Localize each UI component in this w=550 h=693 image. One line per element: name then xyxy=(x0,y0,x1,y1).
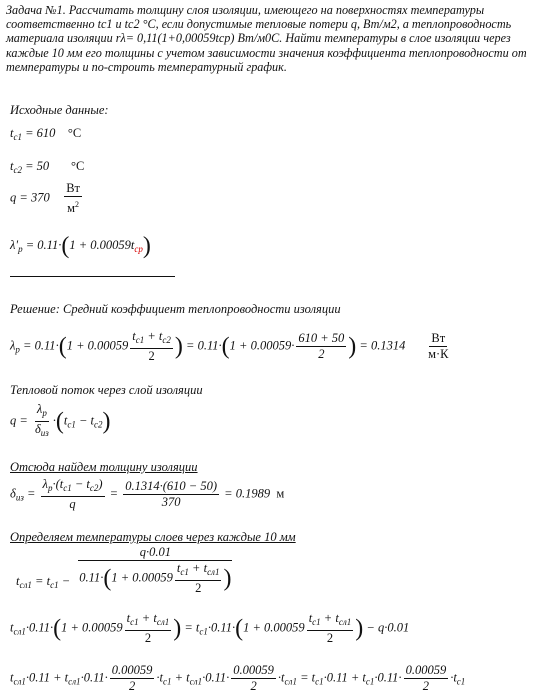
problem-statement: Задача №1. Рассчитать толщину слоя изоляции, имеющего на поверхностях температуры соответственно tc1 и tc2 °С, если допустимые тепловые потери q, Вт/м2, а теплопроводность материала изоляции rλ= 0,11(1+0,00059tcp) Вт/м0С. Найти температуры в слое изоляции через каждые 10 мм его толщины с учетом зависимости значения коэффициента теплопроводности от температуры и по-строить температурный график. xyxy=(6,3,527,74)
given-tc1: $t_{c1} = 610$ °C xyxy=(10,126,82,142)
tc1-value: 610 xyxy=(36,126,56,140)
layer-equation: $t_{сл1}\cdot 0.11\cdot(1 + 0.00059$ $\frac{t_{c1} + t_{сл1}}{2}$ ) = $t_{c1}\cdot 0.11\cdot(1 + 0.00059$ $\frac{t_{c1} + t_{сл1}}{2}$ ) − q·0.01 xyxy=(10,611,410,645)
given-q: q = 370 $\frac{Вт}{м^2}$ xyxy=(10,181,80,216)
tc2-value: 50 xyxy=(36,159,50,173)
layer-expanded: $t_{сл1}\cdot 0.11 + t_{сл1}\cdot 0.11\cdot$ $\frac{0.00059}{2}$ $\cdot t_{c1} + t_{сл1}\cdot 0.11\cdot$ $\frac{0.00059}{2}$ $\cdot t_{сл1} = t_{c1}\cdot 0.11 + t_{c1}\cdot 0.11\cdot$ $\frac{0.00059}{2}$ $\cdot t_{c1}$ xyxy=(10,663,466,693)
thickness-result: 0.1989 xyxy=(235,486,271,501)
given-heading: Исходные данные: xyxy=(10,103,109,117)
flow-heading: Тепловой поток через слой изоляции xyxy=(10,383,203,397)
thickness-formula: $\delta_{из}$ = $\frac{\lambda_p\cdot(t_{c1} - t_{c2})}{q}$ = $\frac{0.1314\cdot(610 - 50)}{370}$ = 0.1989 м xyxy=(10,477,285,511)
given-tc2: $t_{c2} = 50$ °C xyxy=(10,159,85,175)
layer-temp-formula: $t_{сл1} = t_{c1}$ − q·0.01 0.11·(1 + 0.00059 $\frac{t_{c1} + t_{сл1}}{2}$ ) xyxy=(16,545,232,595)
lambda-formula: $\lambda_p = 0.11\cdot(1 + 0.00059$ $\frac{t_{c1} + t_{c2}}{2}$ ) = 0.11·(1 + 0.00059· $\frac{610 + 50}{2}$ ) = 0.1314 $\frac{Вт}{м\cdot К}$ xyxy=(10,329,449,363)
q-value: 370 xyxy=(30,190,50,205)
solution-heading: Решение: Средний коэффициент теплопроводности изоляции xyxy=(10,302,341,316)
layers-heading: Определяем температуры слоев через каждые 10 мм xyxy=(10,530,296,544)
q-unit: $\frac{Вт}{м^2}$ xyxy=(66,181,80,216)
given-lambda: $\lambda'_p = 0.11\cdot(1 + 0.00059t_{cp})$ xyxy=(10,233,151,259)
tc1-unit: °C xyxy=(67,126,82,140)
tc2-unit: °C xyxy=(71,159,85,173)
flow-formula: q = $\frac{\lambda_p}{\delta_{из}}$ $\cdot(t_{c1} - t_{c2})$ xyxy=(10,402,111,438)
thickness-heading: Отсюда найдем толщину изоляции xyxy=(10,460,198,474)
lambda-result: 0.1314 xyxy=(370,338,406,353)
section-divider xyxy=(10,276,175,277)
